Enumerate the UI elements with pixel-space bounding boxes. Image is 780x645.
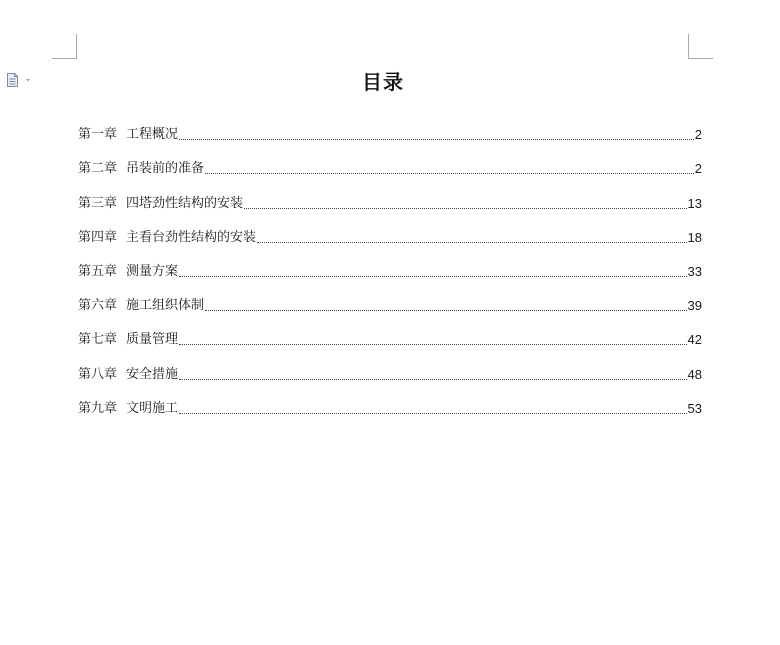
toc-entry[interactable] <box>78 146 702 180</box>
dot-leader <box>179 275 687 277</box>
toc-page-number: 18 <box>687 229 702 245</box>
toc-entry[interactable] <box>78 249 702 283</box>
toc-entry-title: 文明施工 <box>126 400 179 416</box>
toc-entry-title: 质量管理 <box>126 332 179 348</box>
toc-title: 目录 <box>362 70 404 94</box>
toc-entry[interactable] <box>78 386 702 420</box>
toc-page-number: 53 <box>687 400 702 416</box>
toc-chapter-label: 第三章 <box>78 195 118 211</box>
toc-entry[interactable] <box>78 283 702 317</box>
toc-chapter-label: 第八章 <box>78 366 118 382</box>
top-left-crop-mark <box>52 34 77 59</box>
toc-entry-title: 测量方案 <box>126 263 179 279</box>
toc-page-number: 13 <box>687 195 702 211</box>
toc-page-number: 39 <box>687 298 702 314</box>
toc-page-number: 48 <box>687 366 702 382</box>
toc-chapter-label: 第六章 <box>78 298 118 314</box>
toc-entry-title: 主看台劲性结构的安装 <box>126 229 257 245</box>
toc-list <box>78 112 702 420</box>
dot-leader <box>179 343 687 345</box>
toc-chapter-label: 第九章 <box>78 400 118 416</box>
toc-chapter-label: 第七章 <box>78 332 118 348</box>
toc-chapter-label: 第二章 <box>78 161 118 177</box>
toc-chapter-label: 第一章 <box>78 127 118 143</box>
toc-entry[interactable] <box>78 317 702 351</box>
dot-leader <box>179 412 687 414</box>
toc-entry-title: 工程概况 <box>126 127 179 143</box>
toc-entry[interactable] <box>78 180 702 214</box>
dot-leader <box>179 138 694 140</box>
toc-entry-title: 施工组织体制 <box>126 298 205 314</box>
dot-leader <box>205 172 694 174</box>
toc-entry-title: 安全措施 <box>126 366 179 382</box>
toc-chapter-label: 第四章 <box>78 229 118 245</box>
toc-page-number: 2 <box>694 161 702 177</box>
toc-entry-title: 吊装前的准备 <box>126 161 205 177</box>
dot-leader <box>257 241 687 243</box>
toc-entry[interactable] <box>78 215 702 249</box>
dot-leader <box>205 309 687 311</box>
toc-entry[interactable] <box>78 351 702 385</box>
dot-leader <box>179 378 687 380</box>
toc-page-number: 2 <box>694 127 702 143</box>
toc-entry-title: 四塔劲性结构的安装 <box>126 195 244 211</box>
toc-page-number: 42 <box>687 332 702 348</box>
toc-chapter-label: 第五章 <box>78 263 118 279</box>
dot-leader <box>244 207 687 209</box>
toc-entry[interactable] <box>78 112 702 146</box>
top-right-crop-mark <box>688 34 713 59</box>
toc-page-number: 33 <box>687 263 702 279</box>
